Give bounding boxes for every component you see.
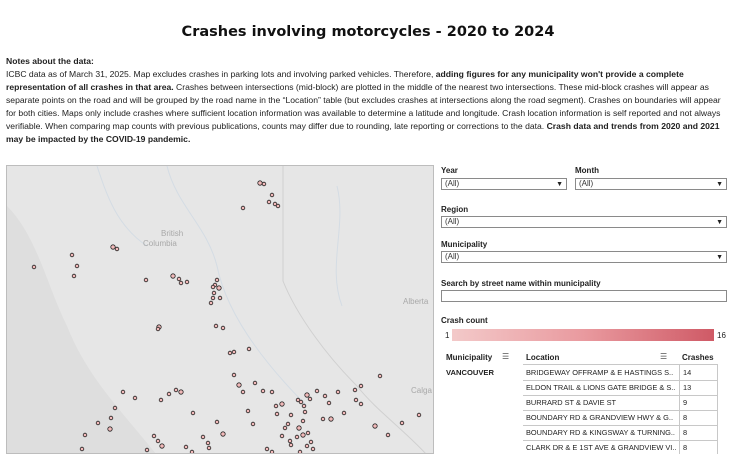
month-label: Month [575, 166, 599, 175]
crash-point[interactable] [108, 427, 112, 431]
chevron-down-icon: ▼ [716, 181, 723, 188]
col-header-location[interactable]: Location [526, 353, 560, 362]
crash-point[interactable] [305, 393, 309, 397]
crash-point[interactable] [72, 274, 76, 278]
crash-point[interactable] [288, 439, 292, 443]
crash-point[interactable] [274, 404, 278, 408]
crash-point[interactable] [311, 447, 315, 451]
row-divider [523, 440, 717, 441]
crash-table [441, 351, 729, 454]
notes-bold-1: adding figures for any municipality won't provide a complete representation of all crashes in that area. [6, 69, 684, 92]
crash-point[interactable] [121, 390, 125, 394]
crash-point[interactable] [111, 245, 115, 249]
crash-point[interactable] [302, 404, 306, 408]
crash-point[interactable] [221, 326, 225, 330]
crash-point[interactable] [190, 450, 194, 454]
crash-point[interactable] [295, 435, 299, 439]
crash-point[interactable] [241, 390, 245, 394]
chevron-down-icon: ▼ [556, 181, 563, 188]
map-label-alberta: Alberta [403, 297, 429, 306]
crash-point[interactable] [241, 206, 245, 210]
crash-point[interactable] [185, 280, 189, 284]
crash-point[interactable] [373, 424, 377, 428]
crash-point[interactable] [159, 398, 163, 402]
legend-min: 1 [445, 331, 450, 340]
crash-point[interactable] [70, 253, 74, 257]
column-divider [717, 364, 718, 454]
page-title: Crashes involving motorcycles - 2020 to 2024 [181, 24, 555, 40]
row-divider [523, 380, 717, 381]
year-value: (All) [445, 179, 460, 188]
sort-icon[interactable]: ☰ [660, 352, 668, 361]
crash-point[interactable] [276, 204, 280, 208]
crash-point[interactable] [253, 381, 257, 385]
crash-point[interactable] [109, 416, 113, 420]
crash-point[interactable] [96, 421, 100, 425]
col-header-municipality[interactable]: Municipality [446, 353, 493, 362]
crash-point[interactable] [353, 388, 357, 392]
crash-point[interactable] [75, 264, 79, 268]
crash-point[interactable] [323, 394, 327, 398]
crash-point[interactable] [270, 193, 274, 197]
crash-point[interactable] [152, 434, 156, 438]
crash-point[interactable] [228, 351, 232, 355]
crash-point[interactable] [299, 400, 303, 404]
crash-count-cell: 8 [683, 428, 688, 437]
crash-point[interactable] [359, 402, 363, 406]
location-cell[interactable]: BURRARD ST & DAVIE ST [526, 398, 617, 407]
crash-point[interactable] [113, 406, 117, 410]
sort-icon[interactable]: ☰ [502, 352, 510, 361]
location-cell[interactable]: ELDON TRAIL & LIONS GATE BRIDGE & S.. [526, 383, 676, 392]
month-select[interactable] [575, 178, 727, 190]
crash-point[interactable] [289, 443, 293, 447]
crash-point[interactable] [237, 383, 241, 387]
crash-point[interactable] [308, 397, 312, 401]
crash-point[interactable] [171, 274, 175, 278]
crash-point[interactable] [184, 445, 188, 449]
data-notes [6, 55, 732, 146]
crash-count-cell: 9 [683, 398, 688, 407]
crash-point[interactable] [217, 286, 221, 290]
crash-point[interactable] [232, 373, 236, 377]
location-cell[interactable]: BRIDGEWAY OFFRAMP & E HASTINGS S.. [526, 368, 674, 377]
crash-point[interactable] [144, 278, 148, 282]
map-label-bc-2: Columbia [143, 239, 177, 248]
year-select[interactable] [441, 178, 567, 190]
crash-point[interactable] [156, 439, 160, 443]
region-value: (All) [445, 217, 460, 226]
municipality-select[interactable] [441, 251, 727, 263]
crash-point[interactable] [247, 347, 251, 351]
crash-point[interactable] [211, 285, 215, 289]
crash-map[interactable] [6, 165, 434, 454]
crash-point[interactable] [80, 447, 84, 451]
chevron-down-icon: ▼ [716, 219, 723, 226]
crash-point[interactable] [336, 390, 340, 394]
crash-point[interactable] [417, 413, 421, 417]
crash-point[interactable] [167, 392, 171, 396]
municipality-cell: VANCOUVER [446, 368, 494, 377]
crash-point[interactable] [286, 422, 290, 426]
crash-point[interactable] [301, 419, 305, 423]
notes-body [6, 68, 732, 146]
crash-point[interactable] [378, 374, 382, 378]
crash-point[interactable] [400, 421, 404, 425]
crash-point[interactable] [275, 412, 279, 416]
row-divider [523, 425, 717, 426]
crash-point[interactable] [301, 433, 305, 437]
crash-point[interactable] [354, 398, 358, 402]
col-header-crashes[interactable]: Crashes [682, 353, 714, 362]
map-label-bc-1: British [161, 229, 184, 238]
crash-point[interactable] [145, 448, 149, 452]
crash-point[interactable] [133, 396, 137, 400]
crash-count-cell: 8 [683, 443, 688, 452]
notes-heading: Notes about the data: [6, 56, 94, 66]
crash-point[interactable] [270, 390, 274, 394]
crash-count-cell: 8 [683, 413, 688, 422]
header-divider [523, 364, 679, 365]
crash-point[interactable] [206, 441, 210, 445]
crash-point[interactable] [306, 431, 310, 435]
legend-max: 16 [717, 331, 726, 340]
crash-point[interactable] [309, 440, 313, 444]
search-label: Search by street name within municipality [441, 279, 601, 288]
location-cell[interactable]: CLARK DR & E 1ST AVE & GRANDVIEW VI.. [526, 443, 677, 452]
crash-point[interactable] [246, 409, 250, 413]
municipality-label: Municipality [441, 240, 488, 249]
crash-point[interactable] [174, 388, 178, 392]
notes-bold-2: Crash data and trends from 2020 and 2021 may be impacted by the COVID-19 pandemic. [6, 121, 720, 144]
crash-point[interactable] [201, 435, 205, 439]
crash-point[interactable] [305, 444, 309, 448]
crash-point[interactable] [283, 426, 287, 430]
region-label: Region [441, 205, 469, 214]
crash-point[interactable] [115, 247, 119, 251]
crash-point[interactable] [270, 450, 274, 454]
map-label-calgary: Calga [411, 386, 432, 395]
crash-point[interactable] [32, 265, 36, 269]
location-cell[interactable]: BOUNDARY RD & GRANDVIEW HWY & G.. [526, 413, 674, 422]
crash-count-cell: 14 [683, 368, 692, 377]
month-value: (All) [579, 179, 594, 188]
municipality-value: (All) [445, 252, 460, 261]
map-canvas[interactable] [7, 166, 434, 454]
crash-point[interactable] [179, 281, 183, 285]
crash-point[interactable] [160, 444, 164, 448]
location-cell[interactable]: BOUNDARY RD & KINGSWAY & TURNING.. [526, 428, 675, 437]
crash-point[interactable] [297, 426, 301, 430]
crash-point[interactable] [298, 450, 302, 454]
crash-point[interactable] [191, 411, 195, 415]
crash-point[interactable] [218, 296, 222, 300]
crash-point[interactable] [258, 181, 262, 185]
legend-title: Crash count [441, 316, 488, 325]
crash-point[interactable] [156, 327, 160, 331]
region-select[interactable] [441, 216, 727, 228]
crash-point[interactable] [280, 402, 284, 406]
crash-point[interactable] [289, 413, 293, 417]
crash-point[interactable] [262, 182, 266, 186]
crash-point[interactable] [207, 446, 211, 450]
crash-point[interactable] [83, 433, 87, 437]
notes-text-2: Crashes between intersections (mid-block) are plotted in the middle of the nearest two intersections. These mid-block crashes will appear as separate points on the road and will be grouped by the road name in the “Location” table (but excludes crashes at intersections along the road segment). Crashes on boundaries will appear for both cities. Maps only include crashes where sufficient location information was available to determine a latitude and longitude. Crash location information is self reported and not always verifiable. When comparing map counts with previous publications, counts may differ due to rounding, late reporting or corrections to the data. [6, 82, 721, 131]
crash-point[interactable] [209, 301, 213, 305]
header-divider [679, 364, 717, 365]
year-label: Year [441, 166, 458, 175]
crash-point[interactable] [215, 278, 219, 282]
crash-point[interactable] [327, 401, 331, 405]
crash-point[interactable] [179, 390, 183, 394]
crash-point[interactable] [386, 433, 390, 437]
crash-point[interactable] [267, 200, 271, 204]
crash-count-cell: 13 [683, 383, 692, 392]
row-divider [523, 410, 717, 411]
crash-point[interactable] [221, 432, 225, 436]
color-legend-bar [452, 329, 714, 341]
row-divider [523, 395, 717, 396]
crash-point[interactable] [321, 417, 325, 421]
crash-point[interactable] [212, 291, 216, 295]
crash-point[interactable] [265, 447, 269, 451]
crash-point[interactable] [261, 389, 265, 393]
crash-point[interactable] [342, 411, 346, 415]
street-search-input[interactable] [441, 290, 727, 302]
chevron-down-icon: ▼ [716, 254, 723, 261]
crash-point[interactable] [215, 420, 219, 424]
crash-point[interactable] [303, 410, 307, 414]
crash-point[interactable] [177, 277, 181, 281]
crash-point[interactable] [329, 417, 333, 421]
crash-point[interactable] [280, 434, 284, 438]
crash-point[interactable] [211, 296, 215, 300]
crash-point[interactable] [232, 350, 236, 354]
crash-point[interactable] [251, 422, 255, 426]
crash-point[interactable] [315, 389, 319, 393]
notes-text-1: ICBC data as of March 31, 2025. Map excludes crashes in parking lots and involving parked vehicles. Therefore, [6, 69, 436, 79]
crash-point[interactable] [359, 384, 363, 388]
crash-point[interactable] [214, 324, 218, 328]
